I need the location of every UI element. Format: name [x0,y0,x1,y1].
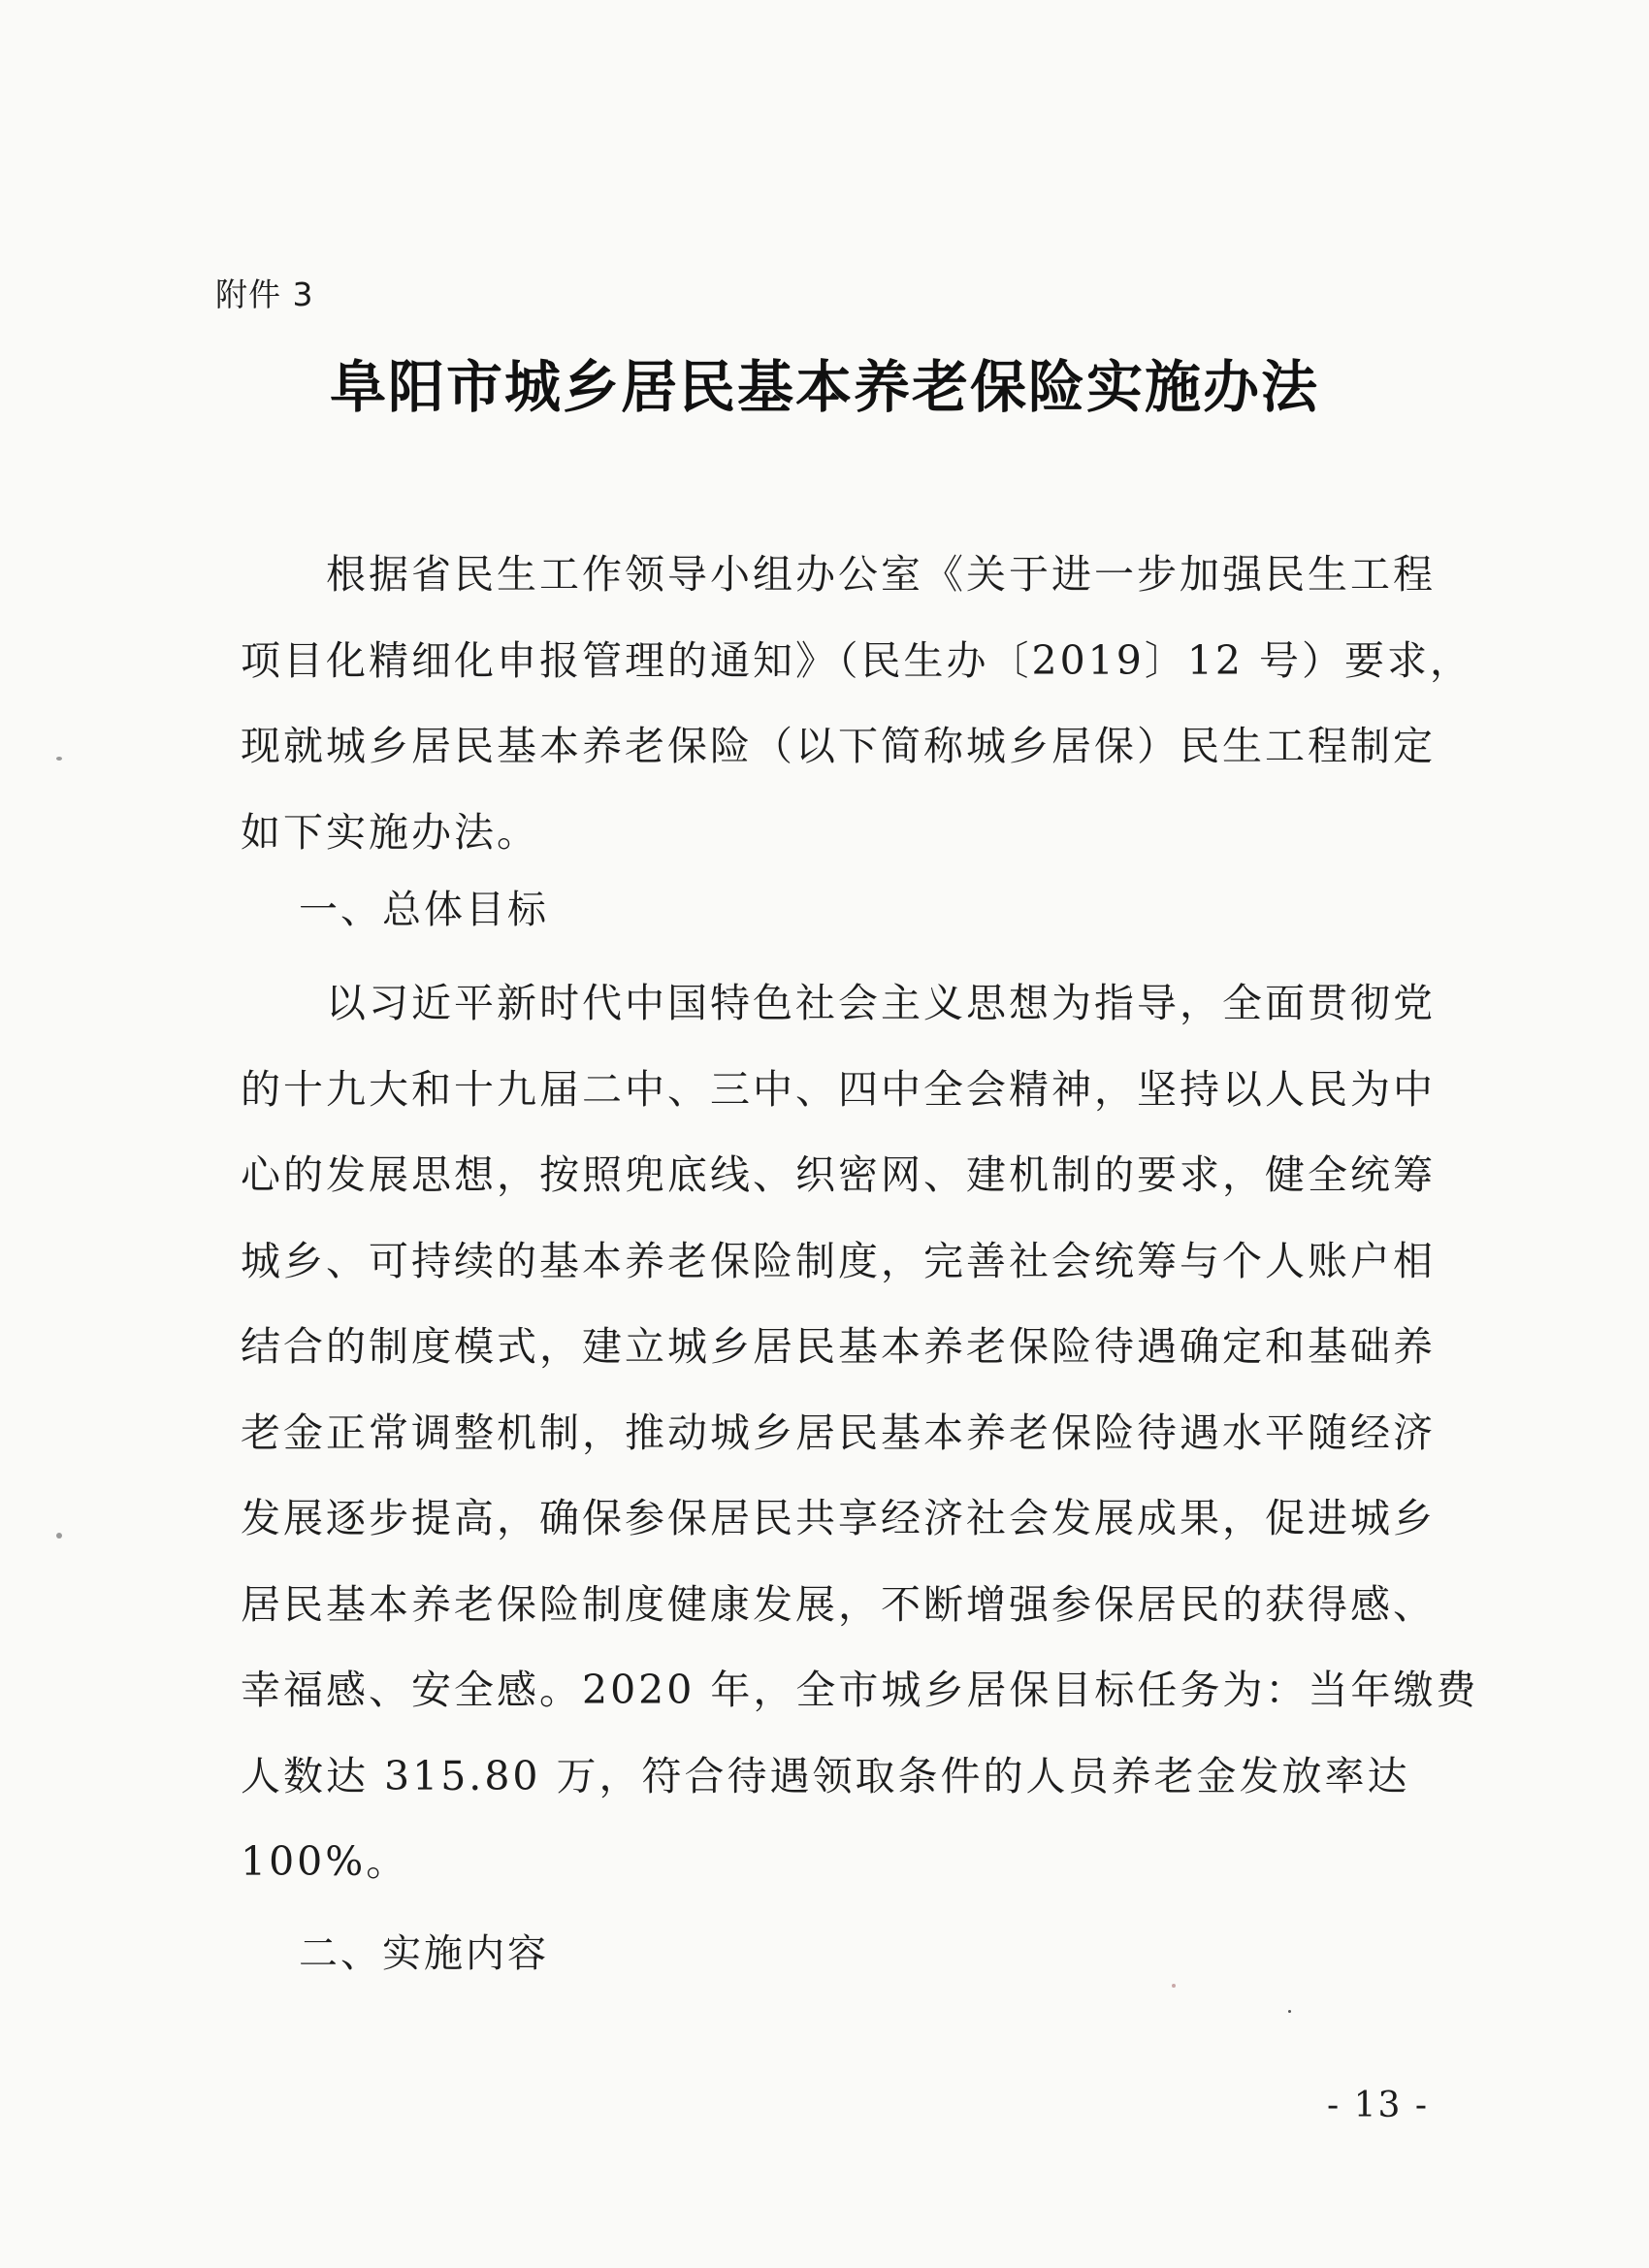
text-line: 居民基本养老保险制度健康发展，不断增强参保居民的获得感、 [241,1580,1436,1628]
section-heading-goals: 一、总体目标 [299,888,549,932]
document-title: 阜阳市城乡居民基本养老保险实施办法 [329,354,1319,420]
text-line: 发展逐步提高，确保参保居民共享经济社会发展成果，促进城乡 [241,1495,1436,1541]
text-line: 的十九大和十九届二中、三中、四中全会精神，坚持以人民为中 [241,1065,1436,1113]
text-line: 幸福感、安全感。2020 年，全市城乡居保目标任务为：当年缴费 [241,1667,1479,1713]
goals-paragraph [241,960,1479,1905]
scan-speck [1288,2010,1291,2013]
text-line: 人数达 315.80 万，符合待遇领取条件的人员养老金发放率达 [241,1752,1410,1799]
scan-speck [56,1533,62,1539]
text-line: 根据省民生工作领导小组办公室《关于进一步加强民生工程 [241,551,1436,598]
text-line: 项目化精细化申报管理的通知》（民生办〔2019〕12 号）要求， [241,636,1473,684]
scan-speck [56,757,62,761]
text-line: 结合的制度模式，建立城乡居民基本养老保险待遇确定和基础养 [241,1323,1436,1370]
section-heading-content: 二、实施内容 [299,1931,549,1976]
scan-speck [1172,1984,1176,1988]
text-line: 现就城乡居民基本养老保险（以下简称城乡居保）民生工程制定 [241,723,1436,769]
text-line: 100%。 [241,1838,409,1885]
text-line: 老金正常调整机制，推动城乡居民基本养老保险待遇水平随经济 [241,1409,1436,1456]
page-number: - 13 - [1327,2086,1430,2125]
attachment-label: 附件 3 [215,275,314,313]
intro-paragraph [241,532,1473,875]
text-line: 如下实施办法。 [241,808,539,856]
text-line: 心的发展思想，按照兜底线、织密网、建机制的要求，健全统筹 [241,1151,1436,1198]
text-line: 以习近平新时代中国特色社会主义思想为指导，全面贯彻党 [241,980,1436,1026]
text-line: 城乡、可持续的基本养老保险制度，完善社会统筹与个人账户相 [241,1237,1436,1284]
